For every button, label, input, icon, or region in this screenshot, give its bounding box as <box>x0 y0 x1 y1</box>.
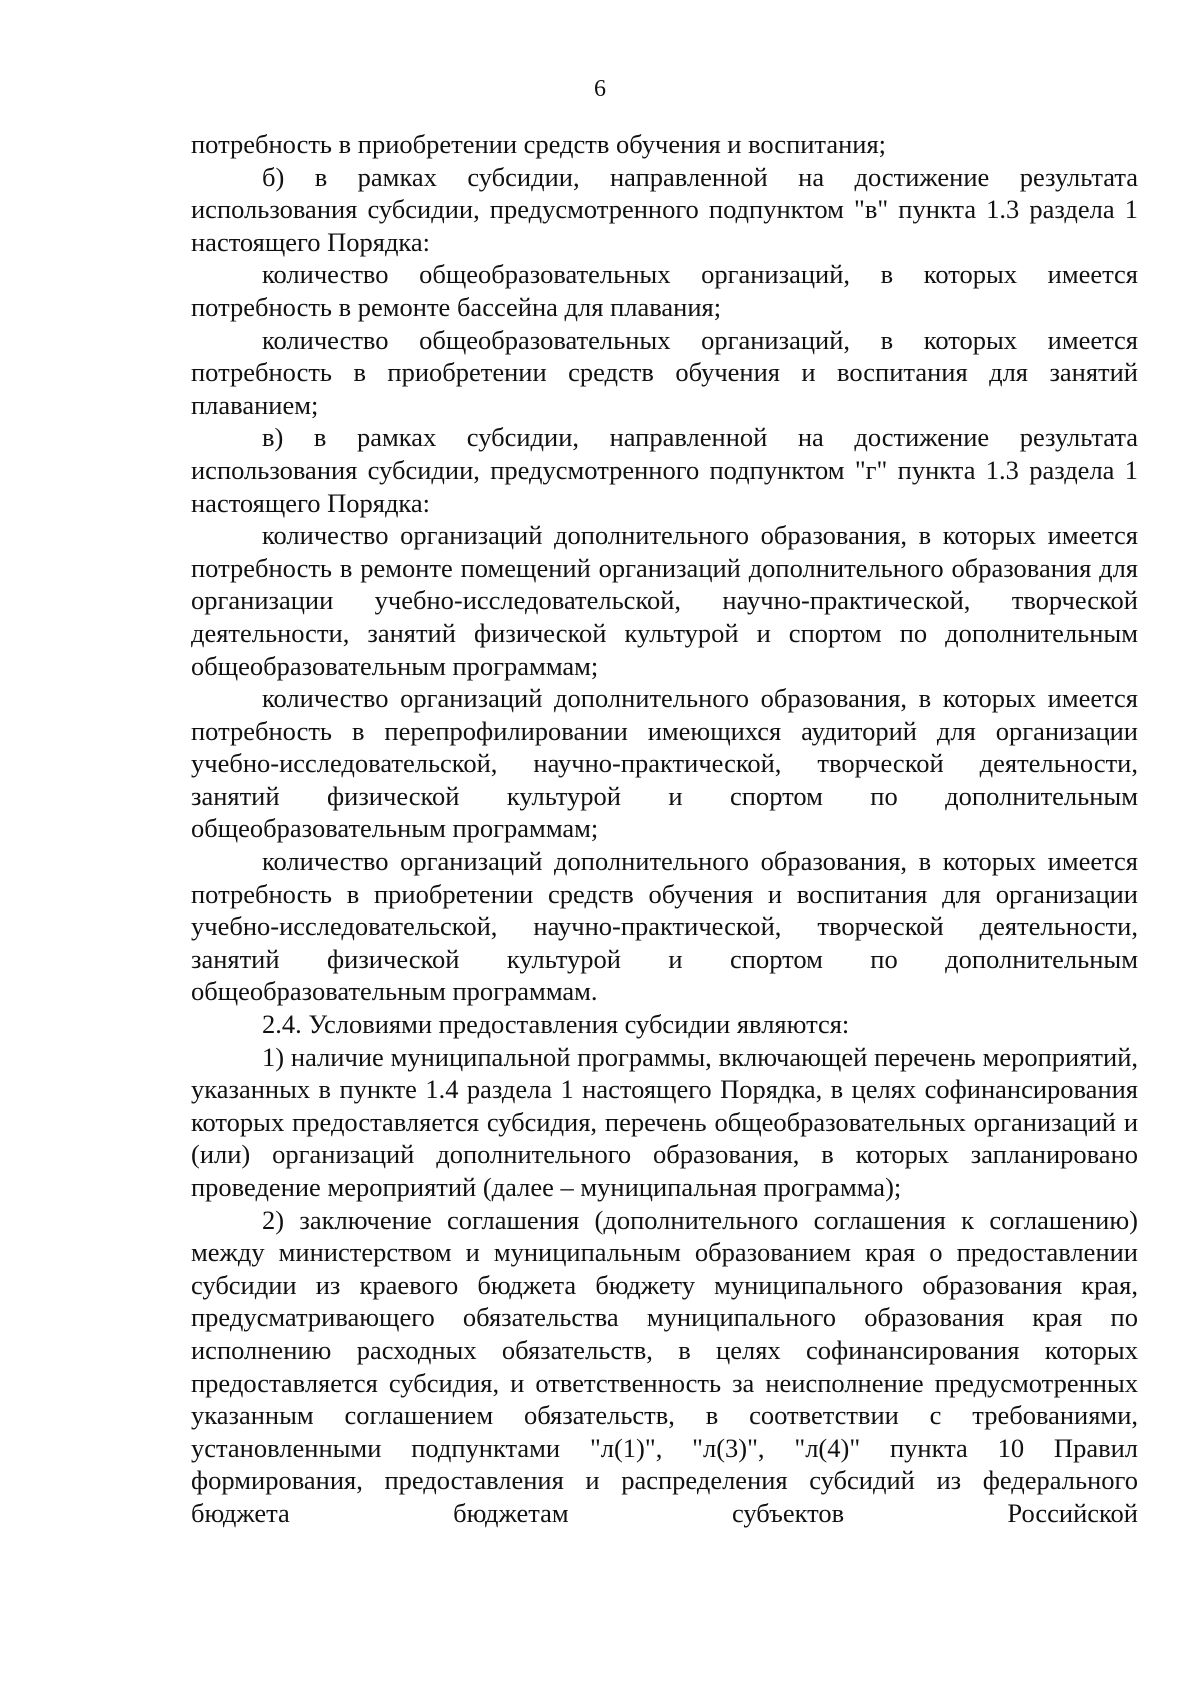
paragraph: б) в рамках субсидии, направленной на достижение результата использования субсидии, предусмотренного подпунктом "в" пункта 1.3 раздела 1 настоящего Порядка: <box>191 161 1138 257</box>
paragraph: количество общеобразовательных организаций, в которых имеется потребность в приобретении средств обучения и воспитания для занятий плаванием; <box>191 324 1138 420</box>
paragraph: 2) заключение соглашения (дополнительного соглашения к соглашению) между министерством и муниципальным образованием края о предоставлении субсидии из краевого бюджета бюджету муниципального образования края, предусматривающего обязательства муниципального образования края по исполнению расходных обязательств, в целях софинансирования которых предоставляется субсидия, и ответственность за неисполнение предусмотренных указанным соглашением обязательств, в соответствии с требованиями, установленными подпунктами "л(1)", "л(3)", "л(4)" пункта 10 Правил формирования, предоставления и распределения субсидий из федерального бюджета бюджетам субъектов Российской <box>191 1204 1138 1528</box>
paragraph: количество организаций дополнительного образования, в которых имеется потребность в приобретении средств обучения и воспитания для организации учебно-исследовательской, научно-практической, творческой деятельности, занятий физической культурой и спортом по дополнительным общеобразовательным программам. <box>191 846 1138 1007</box>
page-number: 6 <box>594 76 606 102</box>
paragraph: 1) наличие муниципальной программы, включающей перечень мероприятий, указанных в пункте 1.4 раздела 1 настоящего Порядка, в целях софинансирования которых предоставляется субсидия, перечень общеобразовательных организаций и (или) организаций дополнительного образования, в которых запланировано проведение мероприятий (далее – муниципальная программа); <box>191 1041 1138 1202</box>
document-body <box>191 128 1138 1530</box>
paragraph: потребность в приобретении средств обучения и воспитания; <box>191 129 887 159</box>
paragraph: 2.4. Условиями предоставления субсидии являются: <box>262 1009 850 1040</box>
paragraph: количество общеобразовательных организаций, в которых имеется потребность в ремонте бассейна для плавания; <box>191 259 1138 322</box>
paragraph: в) в рамках субсидии, направленной на достижение результата использования субсидии, предусмотренного подпунктом "г" пункта 1.3 раздела 1 настоящего Порядка: <box>191 422 1138 518</box>
paragraph: количество организаций дополнительного образования, в которых имеется потребность в перепрофилировании имеющихся аудиторий для организации учебно-исследовательской, научно-практической, творческой деятельности, занятий физической культурой и спортом по дополнительным общеобразовательным программам; <box>191 683 1138 844</box>
paragraph: количество организаций дополнительного образования, в которых имеется потребность в ремонте помещений организаций дополнительного образования для организации учебно-исследовательской, научно-практической, творческой деятельности, занятий физической культурой и спортом по дополнительным общеобразовательным программам; <box>191 520 1138 681</box>
